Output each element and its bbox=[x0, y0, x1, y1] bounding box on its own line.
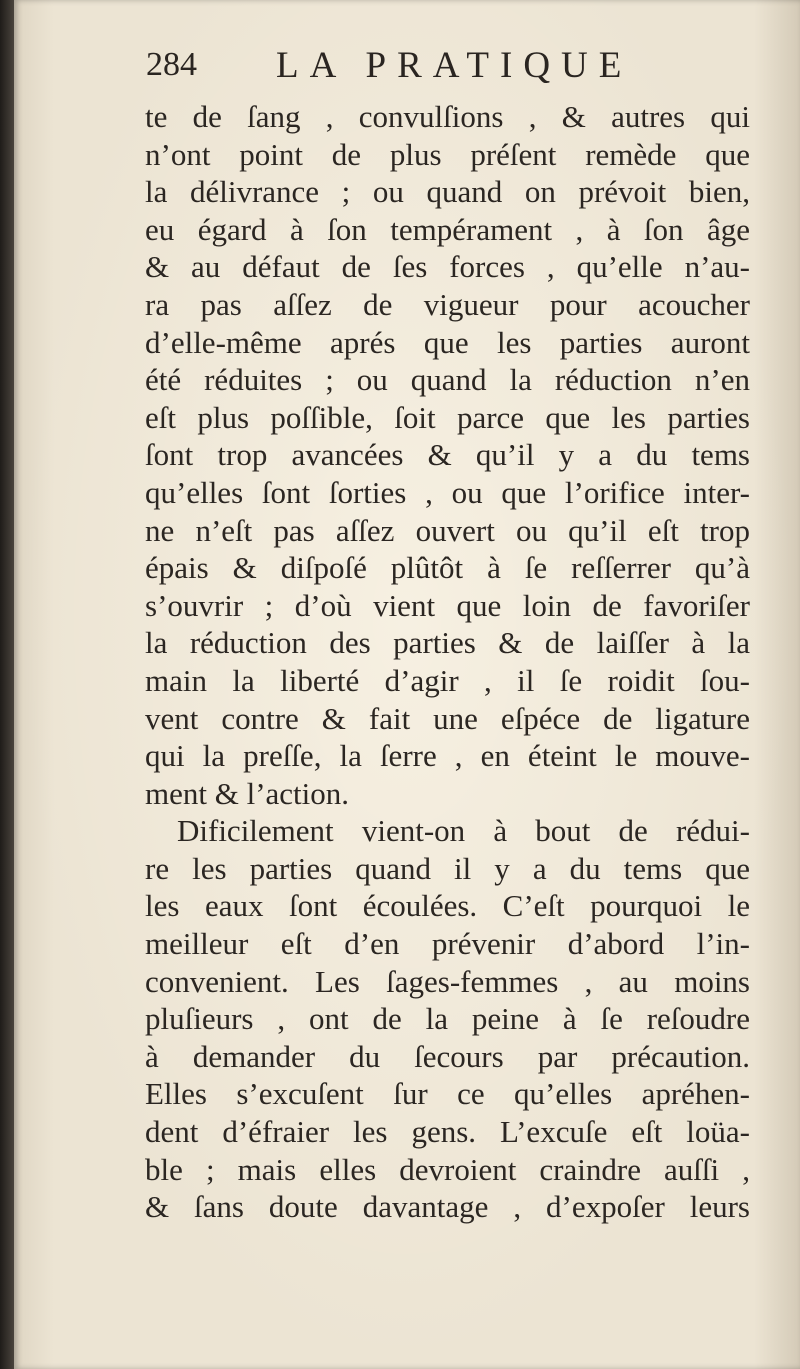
text-line: s’ouvrir ; d’où vient que loin de favoriſer bbox=[145, 587, 750, 623]
text-line: la réduction des parties & de laiſſer à la bbox=[145, 625, 750, 661]
text-line: ne n’eſt pas aſſez ouvert ou qu’il eſt trop bbox=[145, 512, 750, 548]
text-line: qui la preſſe, la ſerre , en éteint le mouve- bbox=[145, 738, 750, 774]
text-line: eu égard à ſon tempérament , à ſon âge bbox=[145, 211, 750, 247]
text-line: & au défaut de ſes forces , qu’elle n’au- bbox=[145, 249, 750, 285]
text-line: dent d’éfraier les gens. L’excuſe eſt loüa- bbox=[145, 1114, 750, 1150]
text-line: vent contre & fait une eſpéce de ligature bbox=[145, 700, 750, 736]
page-number: 284 bbox=[146, 46, 197, 83]
paragraph-end-line: ment & l’action. bbox=[145, 775, 350, 811]
text-line: qu’elles ſont ſorties , ou que l’orifice inter- bbox=[145, 474, 750, 510]
text-line: ra pas aſſez de vigueur pour acoucher bbox=[145, 286, 750, 322]
text-line: les eaux ſont écoulées. C’eſt pourquoi le bbox=[145, 888, 750, 924]
text-line: ble ; mais elles devroient craindre auſſi , bbox=[145, 1151, 750, 1187]
book-gutter bbox=[0, 0, 14, 1369]
page-header bbox=[146, 44, 746, 100]
text-line: eſt plus poſſible, ſoit parce que les parties bbox=[145, 399, 750, 435]
text-line: à demander du ſecours par précaution. bbox=[145, 1038, 750, 1074]
text-line: épais & diſpoſé plûtôt à ſe reſſerrer qu’à bbox=[145, 550, 750, 586]
text-line: re les parties quand il y a du tems que bbox=[145, 850, 750, 886]
body-text bbox=[145, 98, 750, 1226]
text-line: été réduites ; ou quand la réduction n’en bbox=[145, 362, 750, 398]
text-line: meilleur eſt d’en prévenir d’abord l’in- bbox=[145, 926, 750, 962]
text-line: Elles s’excuſent ſur ce qu’elles apréhen- bbox=[145, 1076, 750, 1112]
text-line: ſont trop avancées & qu’il y a du tems bbox=[145, 437, 750, 473]
paragraph-start-line: Dificilement vient-on à bout de rédui- bbox=[177, 813, 750, 849]
text-line: te de ſang , convulſions , & autres qui bbox=[145, 99, 750, 134]
text-line: la délivrance ; ou quand on prévoit bien, bbox=[145, 174, 750, 210]
text-line: d’elle-même aprés que les parties auront bbox=[145, 324, 750, 360]
text-line: main la liberté d’agir , il ſe roidit ſou- bbox=[145, 662, 750, 698]
text-line: n’ont point de plus préſent remède que bbox=[145, 136, 750, 172]
text-line: & ſans doute davantage , d’expoſer leurs bbox=[145, 1189, 750, 1225]
text-line: pluſieurs , ont de la peine à ſe reſoudre bbox=[145, 1001, 750, 1037]
running-head: LA PRATIQUE bbox=[276, 45, 633, 86]
text-line: convenient. Les ſages-femmes , au moins bbox=[145, 963, 750, 999]
